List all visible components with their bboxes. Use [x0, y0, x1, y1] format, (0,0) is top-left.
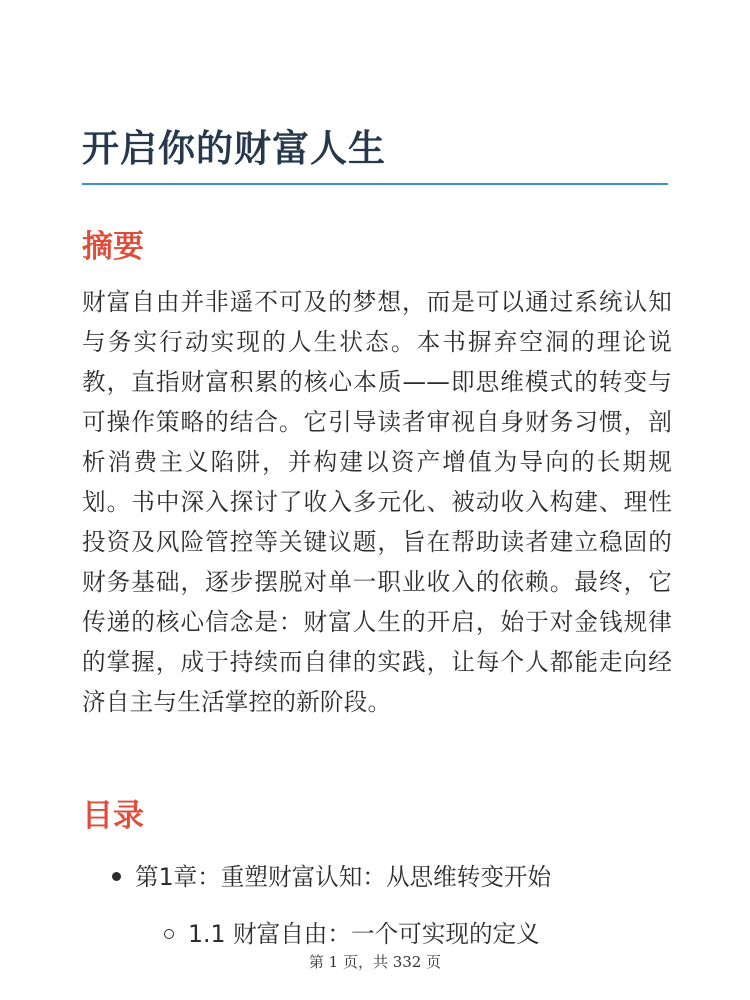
document-page	[82, 0, 672, 1000]
toc-heading: 目录	[82, 798, 144, 834]
abstract-heading: 摘要	[82, 229, 144, 265]
abstract-paragraph: 财富自由并非遥不可及的梦想，而是可以通过系统认知与务实行动实现的人生状态。本书摒弃空洞的理论说教，直指财富积累的核心本质——即思维模式的转变与可操作策略的结合。它引导读者审视自身财务习惯，剖析消费主义陷阱，并构建以资产增值为导向的长期规划。书中深入探讨了收入多元化、被动收入构建、理性投资及风险管控等关键议题，旨在帮助读者建立稳固的财务基础，逐步摆脱对单一职业收入的依赖。最终，它传递的核心信念是：财富人生的开启，始于对金钱规律的掌握，成于持续而自律的实践，让每个人都能走向经济自主与生活掌控的新阶段。	[82, 288, 672, 716]
toc-section-label: 1.1 财富自由：一个可实现的定义	[188, 920, 540, 948]
bullet-circle-icon	[164, 929, 174, 939]
page-number-footer: 第 1 页，共 332 页	[308, 953, 442, 971]
document-title: 开启你的财富人生	[82, 127, 386, 170]
toc-chapter-item[interactable]	[112, 858, 551, 892]
toc-section-item[interactable]	[164, 915, 540, 949]
title-divider	[82, 183, 668, 185]
bullet-disc-icon	[112, 872, 121, 881]
toc-chapter-label: 第1章：重塑财富认知：从思维转变开始	[135, 863, 552, 891]
